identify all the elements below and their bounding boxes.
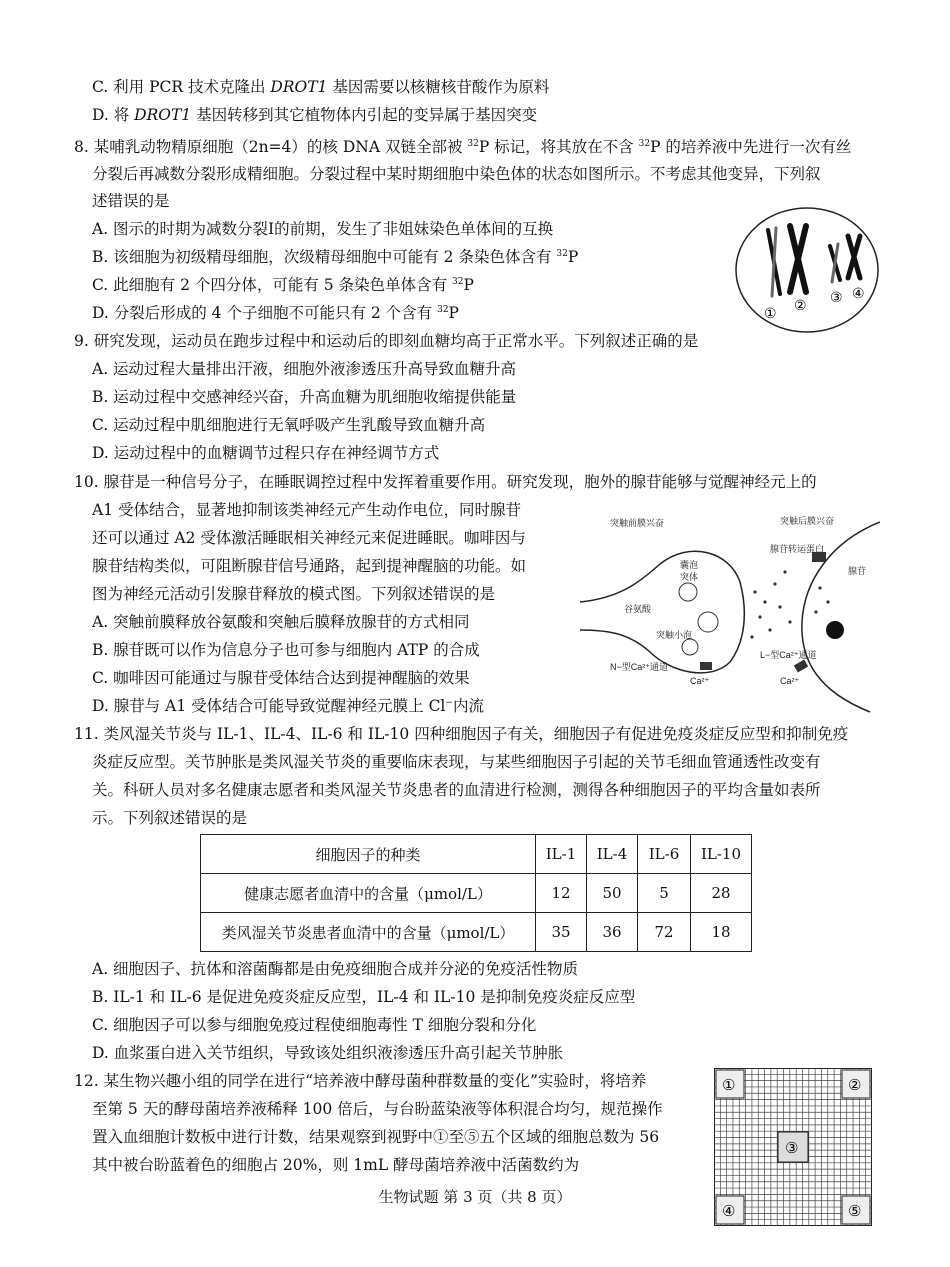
- q11-stem: 11. 类风湿关节炎与 IL-1、IL-4、IL-6 和 IL-10 四种细胞因子有关，细胞因子有促进免疫炎症反应型和抑制免疫: [74, 725, 849, 743]
- fig-label: 腺苷: [848, 566, 867, 576]
- fig-label: Ca²⁺: [780, 676, 800, 686]
- q11-stem-line4: 示。下列叙述错误的是: [92, 809, 248, 827]
- q12-stem-line4: 其中被台盼蓝着色的细胞占 20%，则 1mL 酵母菌培养液中活菌数约为: [92, 1156, 580, 1174]
- q10-stem-line4: 腺苷结构类似，可阻断腺苷信号通路，起到提神醒脑的功能。如: [92, 557, 527, 575]
- fig-label: 突触后膜兴奋: [780, 516, 835, 526]
- table-cell: 健康志愿者血清中的含量（μmol/L）: [201, 874, 536, 913]
- fig-label: 谷氨酸: [624, 604, 652, 614]
- q10-stem-line2: A1 受体结合，显著地抑制该类神经元产生动作电位，同时腺苷: [92, 501, 521, 519]
- q8-stem-line3: 述错误的是: [92, 192, 170, 210]
- table-cell: 72: [638, 913, 691, 952]
- grid-region-label: ④: [722, 1202, 736, 1220]
- fig-label: Ca²⁺: [690, 676, 710, 686]
- q10-stem-line5: 图为神经元活动引发腺苷释放的模式图。下列叙述错误的是: [92, 585, 496, 603]
- chromosome-label: ②: [794, 298, 807, 314]
- table-cell: 12: [536, 874, 587, 913]
- chromosome-figure: [734, 206, 880, 334]
- table-header-cell: IL-4: [587, 835, 638, 874]
- q9-option-b: B. 运动过程中交感神经兴奋，升高血糖为肌细胞收缩提供能量: [92, 388, 517, 406]
- q7-option-c: C. 利用 PCR 技术克隆出 DROT1 基因需要以核糖核苷酸作为原料: [92, 78, 550, 96]
- q8-option-d: D. 分裂后形成的 4 个子细胞不可能只有 2 个含有 $^{32}$P: [92, 304, 459, 322]
- table-header-cell: IL-1: [536, 835, 587, 874]
- q11-stem-line3: 关。科研人员对多名健康志愿者和类风湿关节炎患者的血清进行检测，测得各种细胞因子的平均含量如表所: [92, 781, 821, 799]
- table-cell: 36: [587, 913, 638, 952]
- fig-label: L−型Ca²⁺通道: [760, 650, 817, 660]
- q10-option-c: C. 咖啡因可能通过与腺苷受体结合达到提神醒脑的效果: [92, 669, 470, 687]
- table-cell: 18: [691, 913, 752, 952]
- q11-option-c: C. 细胞因子可以参与细胞免疫过程使细胞毒性 T 细胞分裂和分化: [92, 1016, 537, 1034]
- fig-label: 囊泡: [680, 560, 699, 570]
- q12-stem-line3: 置入血细胞计数板中进行计数，结果观察到视野中①至⑤五个区域的细胞总数为 56: [92, 1128, 660, 1146]
- table-header-row: [201, 835, 752, 874]
- q7-option-d: D. 将 DROT1 基因转移到其它植物体内引起的变异属于基因突变: [92, 106, 538, 124]
- grid-region-label: ⑤: [848, 1202, 862, 1220]
- table-cell: 35: [536, 913, 587, 952]
- q10-option-d: D. 腺苷与 A1 受体结合可能导致觉醒神经元膜上 Cl−内流: [92, 697, 484, 715]
- fig-label: 突触前膜兴奋: [610, 518, 665, 528]
- fig-label: 腺苷转运蛋白: [770, 544, 825, 554]
- page-footer: 生物试题 第 3 页（共 8 页）: [378, 1188, 572, 1206]
- chromosome-label: ①: [764, 306, 777, 322]
- grid-region-label: ③: [785, 1139, 799, 1157]
- q8-option-b: B. 该细胞为初级精母细胞，次级精母细胞中可能有 2 条染色体含有 $^{32}$P: [92, 248, 579, 266]
- grid-region-label: ②: [848, 1076, 862, 1094]
- table-row: [201, 874, 752, 913]
- q9-option-d: D. 运动过程中的血糖调节过程只存在神经调节方式: [92, 444, 440, 462]
- q9-stem: 9. 研究发现，运动员在跑步过程中和运动后的即刻血糖均高于正常水平。下列叙述正确的是: [74, 332, 699, 350]
- q10-stem: 10. 腺苷是一种信号分子，在睡眠调控过程中发挥着重要作用。研究发现，胞外的腺苷能够与觉醒神经元上的: [74, 473, 817, 491]
- fig-label: 突触小泡: [656, 630, 693, 640]
- table-header-cell: IL-6: [638, 835, 691, 874]
- table-header-cell: 细胞因子的种类: [201, 835, 536, 874]
- q8-stem: 8. 某哺乳动物精原细胞（2n=4）的核 DNA 双链全部被 $^{32}$P 标记，将其放在不含 $^{32}$P 的培养液中先进行一次有丝: [74, 138, 852, 156]
- q11-stem-line2: 炎症反应型。关节肿胀是类风湿关节炎的重要临床表现，与某些细胞因子引起的关节毛细血管通透性改变有: [92, 753, 821, 771]
- cytokine-table: [200, 834, 752, 952]
- q11-option-d: D. 血浆蛋白进入关节组织，导致该处组织液渗透压升高引起关节肿胀: [92, 1044, 564, 1062]
- table-cell: 28: [691, 874, 752, 913]
- q11-option-a: A. 细胞因子、抗体和溶菌酶都是由免疫细胞合成并分泌的免疫活性物质: [92, 960, 579, 978]
- q10-stem-line3: 还可以通过 A2 受体激活睡眠相关神经元来促进睡眠。咖啡因与: [92, 529, 526, 547]
- q12-stem-line2: 至第 5 天的酵母菌培养液稀释 100 倍后，与台盼蓝染液等体积混合均匀，规范操作: [92, 1100, 663, 1118]
- table-cell: 类风湿关节炎患者血清中的含量（μmol/L）: [201, 913, 536, 952]
- q8-option-c: C. 此细胞有 2 个四分体，可能有 5 条染色单体含有 $^{32}$P: [92, 276, 474, 294]
- grid-region-label: ①: [722, 1076, 736, 1094]
- table-row: [201, 913, 752, 952]
- fig-label: N−型Ca²⁺通道: [610, 662, 669, 672]
- q9-option-c: C. 运动过程中肌细胞进行无氧呼吸产生乳酸导致血糖升高: [92, 416, 486, 434]
- fig-label: 突体: [680, 572, 699, 582]
- q10-option-b: B. 腺苷既可以作为信息分子也可参与细胞内 ATP 的合成: [92, 641, 480, 659]
- table-cell: 5: [638, 874, 691, 913]
- q12-stem: 12. 某生物兴趣小组的同学在进行“培养液中酵母菌种群数量的变化”实验时，将培养: [74, 1072, 647, 1090]
- chromosome-label: ④: [852, 286, 865, 302]
- chromosome-label: ③: [830, 290, 843, 306]
- table-cell: 50: [587, 874, 638, 913]
- q8-option-a: A. 图示的时期为减数分裂Ⅰ的前期，发生了非姐妹染色单体间的互换: [92, 220, 554, 238]
- q10-option-a: A. 突触前膜释放谷氨酸和突触后膜释放腺苷的方式相同: [92, 613, 470, 631]
- synapse-figure: [580, 512, 880, 714]
- q8-stem-line2: 分裂后再减数分裂形成精细胞。分裂过程中某时期细胞中染色体的状态如图所示。不考虑其他变异，下列叙: [92, 165, 821, 183]
- q9-option-a: A. 运动过程大量排出汗液，细胞外液渗透压升高导致血糖升高: [92, 360, 517, 378]
- q11-option-b: B. IL-1 和 IL-6 是促进免疫炎症反应型，IL-4 和 IL-10 是抑制免疫炎症反应型: [92, 988, 636, 1006]
- table-header-cell: IL-10: [691, 835, 752, 874]
